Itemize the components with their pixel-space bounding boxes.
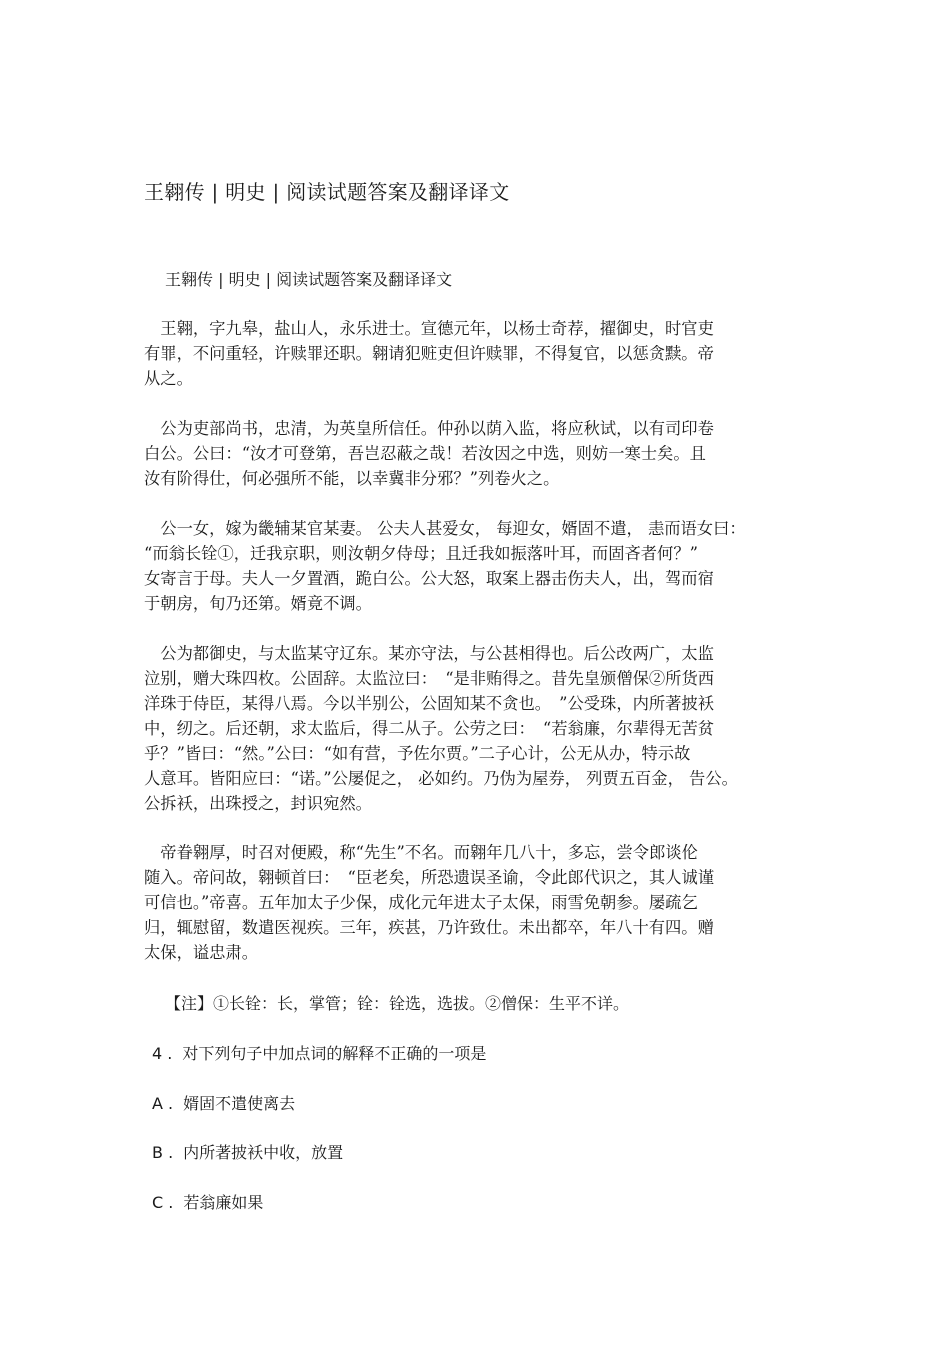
paragraph-line: 太保，谥忠肃。 — [144, 943, 258, 962]
option-label: A . — [152, 1094, 174, 1113]
paragraph-line: 乎？”皆曰：“然。”公曰：“如有营，予佐尔贾。”二子心计，公无从办，特示故 — [144, 744, 691, 763]
option-b — [152, 1141, 343, 1165]
paragraph-3 — [144, 516, 804, 616]
annotation-note: 【注】①长铨：长，掌管；铨：铨选，选拔。②僧保：生平不详。 — [165, 994, 630, 1013]
paragraph-line: 有罪，不问重轻，许赎罪还职。翱请犯赃吏但许赎罪，不得复官，以惩贪黩。帝 — [144, 344, 714, 363]
paragraph-line: 随入。帝问故，翱顿首曰： “臣老矣，所恐遗误圣谕，令此郎代识之，其人诚谨 — [144, 868, 715, 887]
document-subtitle: 王翱传 | 明史 | 阅读试题答案及翻译译文 — [165, 270, 453, 289]
option-c — [152, 1191, 263, 1215]
paragraph-line: “而翁长铨①，迁我京职，则汝朝夕侍母；且迁我如振落叶耳，而固吝者何？” — [144, 544, 698, 563]
paragraph-line: 公一女，嫁为畿辅某官某妻。 公夫人甚爱女， 每迎女，婿固不遣， 恚而语女曰： — [144, 519, 746, 538]
paragraph-line: 从之。 — [144, 369, 193, 388]
paragraph-line: 洋珠于侍臣，某得八焉。今以半别公，公固知某不贪也。 ”公受珠，内所著披袄 — [144, 694, 715, 713]
paragraph-line: 女寄言于母。夫人一夕置酒，跪白公。公大怒，取案上器击伤夫人，出，驾而宿 — [144, 569, 714, 588]
question-4 — [152, 1042, 486, 1066]
option-text: 若翁廉如果 — [183, 1193, 264, 1212]
paragraph-line: 归，辄慰留，数遣医视疾。三年，疾甚，乃许致仕。未出都卒，年八十有四。赠 — [144, 918, 714, 937]
option-label: B . — [152, 1143, 174, 1162]
option-text: 内所著披袄中收，放置 — [183, 1143, 344, 1162]
paragraph-4 — [144, 641, 804, 816]
paragraph-line: 人意耳。皆阳应曰：“诺。”公屡促之， 必如约。乃伪为屋券， 列贾五百金， 告公。 — [144, 769, 738, 788]
paragraph-2 — [144, 416, 804, 491]
paragraph-line: 于朝房，旬乃还第。婿竟不调。 — [144, 594, 372, 613]
document-title: 王翱传 | 明史 | 阅读试题答案及翻译译文 — [144, 180, 510, 204]
paragraph-line: 公拆袄，出珠授之，封识宛然。 — [144, 794, 372, 813]
paragraph-5 — [144, 840, 804, 965]
question-number: 4 . — [152, 1044, 173, 1063]
paragraph-line: 公为都御史，与太监某守辽东。某亦守法，与公甚相得也。后公改两广，太监 — [144, 644, 714, 663]
paragraph-line: 白公。公曰：“汝才可登第，吾岂忍蔽之哉！若汝因之中选，则妨一寒士矣。且 — [144, 444, 706, 463]
paragraph-1 — [144, 316, 804, 391]
paragraph-line: 公为吏部尚书，忠清，为英皇所信任。仲孙以荫入监，将应秋试，以有司印卷 — [144, 419, 714, 438]
question-text: 对下列句子中加点词的解释不正确的一项是 — [182, 1044, 487, 1063]
paragraph-line: 可信也。”帝喜。五年加太子少保，成化元年进太子太保，雨雪免朝参。屡疏乞 — [144, 893, 698, 912]
option-label: C . — [152, 1193, 174, 1212]
paragraph-line: 中，纫之。后还朝，求太监后，得二从子。公劳之曰： “若翁廉，尔辈得无苦贫 — [144, 719, 715, 738]
option-a — [152, 1092, 295, 1116]
paragraph-line: 泣别，赠大珠四枚。公固辞。太监泣曰： “是非贿得之。昔先皇颁僧保②所货西 — [144, 669, 715, 688]
paragraph-line: 王翱，字九皋，盐山人，永乐进士。宣德元年，以杨士奇荐，擢御史，时官吏 — [144, 319, 714, 338]
option-text: 婿固不遣使离去 — [183, 1094, 296, 1113]
paragraph-line: 帝眷翱厚，时召对便殿，称“先生”不名。而翱年几八十，多忘，尝令郎谈伦 — [144, 843, 698, 862]
paragraph-line: 汝有阶得仕，何必强所不能，以幸冀非分邪？”列卷火之。 — [144, 469, 560, 488]
